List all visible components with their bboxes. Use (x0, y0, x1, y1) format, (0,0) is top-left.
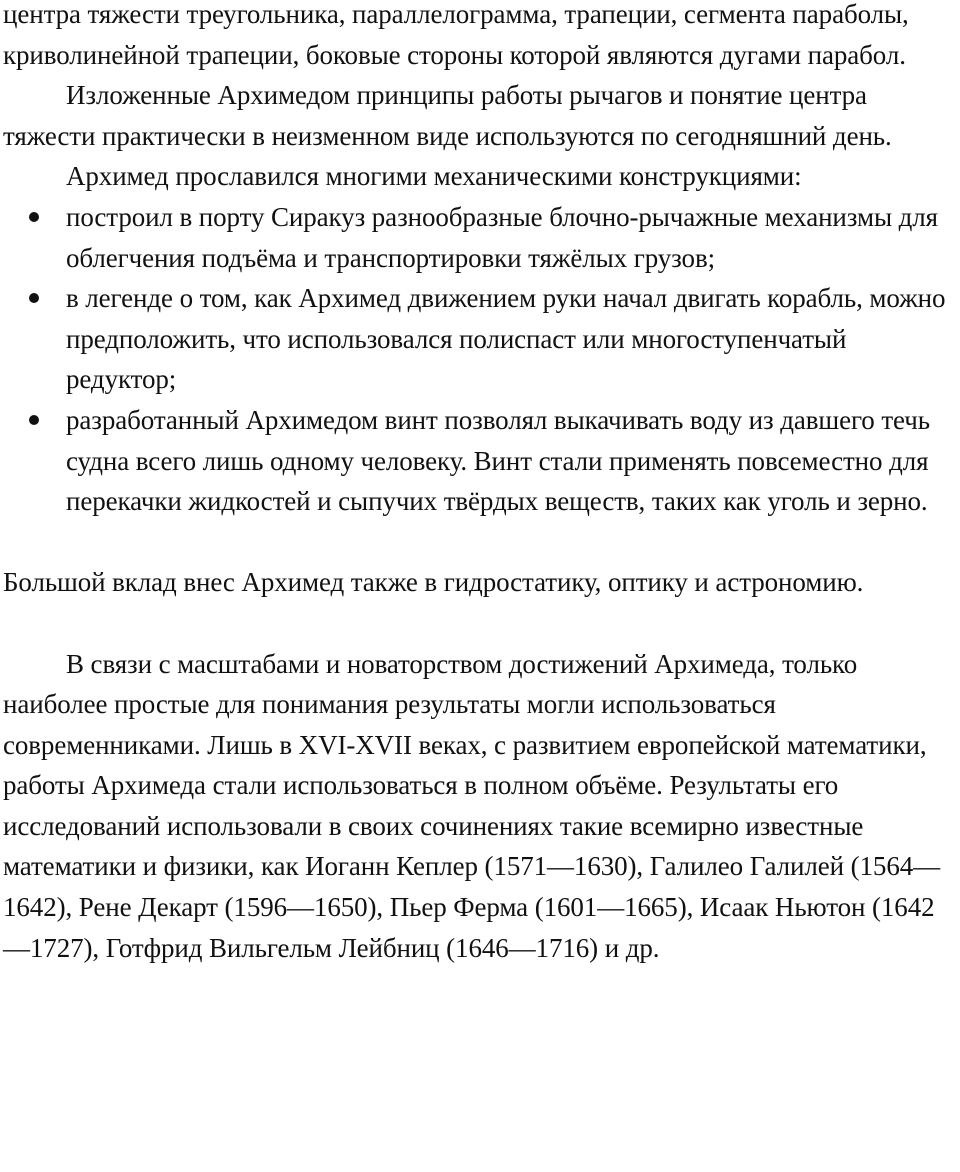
mechanics-bullet-list (3, 197, 958, 522)
paragraph-legacy: В связи с масштабами и новаторством достижений Архимеда, только наиболее простые для понимания результаты могли использоваться современниками. Лишь в XVI-XVII веках, с развитием европейской математики, работы Архимеда стали использоваться в полном объёме. Результаты его исследований использовали в своих сочинениях такие всемирно известные математики и физики, как Иоганн Кеплер (1571—1630), Галилео Галилей (1564—1642), Рене Декарт (1596—1650), Пьер Ферма (1601—1665), Исаак Ньютон (1642—1727), Готфрид Вильгельм Лейбниц (1646—1716) и др. (3, 648, 941, 963)
blank-line (3, 603, 958, 644)
document-page (3, 0, 958, 968)
paragraph-contribution: Большой вклад внес Архимед также в гидростатику, оптику и астрономию. (3, 567, 864, 598)
paragraph-lever-principles: Изложенные Архимедом принципы работы рычагов и понятие центра тяжести практически в неизменном виде используются по сегодняшний день. (3, 80, 892, 151)
blank-line (3, 522, 958, 563)
paragraph-intro-continuation: центра тяжести треугольника, параллелограмма, трапеции, сегмента параболы, криволинейной трапеции, боковые стороны которой являются дугами парабол. (3, 0, 909, 70)
bullet-item-ship-legend: в легенде о том, как Архимед движением руки начал двигать корабль, можно предположить, что использовался полиспаст или многоступенчатый редуктор; (66, 278, 958, 400)
paragraph-mechanics-intro: Архимед прославился многими механическими конструкциями: (66, 161, 802, 192)
bullet-item-block-lever: построил в порту Сиракуз разнообразные блочно-рычажные механизмы для облегчения подъёма и транспортировки тяжёлых грузов; (66, 197, 958, 278)
bullet-item-archimedes-screw: разработанный Архимедом винт позволял выкачивать воду из давшего течь судна всего лишь одному человеку. Винт стали применять повсеместно для перекачки жидкостей и сыпучих твёрдых веществ, таких как уголь и зерно. (66, 400, 958, 522)
